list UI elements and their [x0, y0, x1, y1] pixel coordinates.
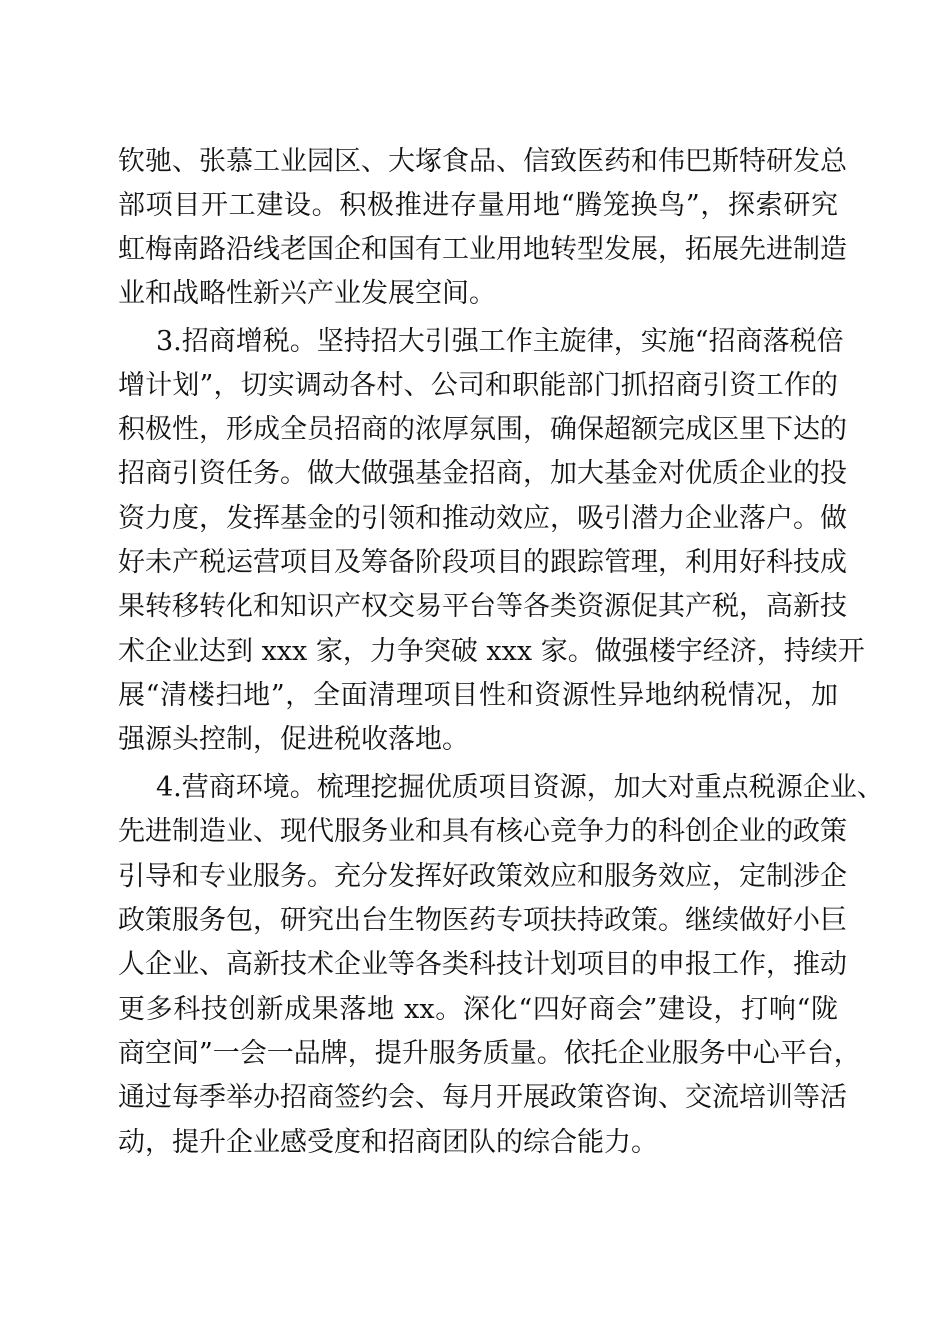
paragraph-2-line-10: 强源头控制，促进税收落地。 — [118, 724, 469, 755]
paragraph-1-line-4: 业和战略性新兴产业发展空间。 — [118, 278, 496, 309]
paragraph-2-line-9: 展“清楼扫地”，全面清理项目性和资源性异地纳税情况，加 — [118, 680, 838, 711]
paragraph-3-line-6: 更多科技创新成果落地 xx。深化“四好商会”建设，打响“陇 — [118, 994, 838, 1025]
paragraph-2-line-8: 术企业达到 xxx 家，力争突破 xxx 家。做强楼宇经济，持续开 — [118, 636, 865, 667]
paragraph-2-line-3: 积极性，形成全员招商的浓厚氛围，确保超额完成区里下达的 — [118, 414, 847, 445]
paragraph-3-line-2: 先进制造业、现代服务业和具有核心竞争力的科创企业的政策 — [118, 816, 847, 847]
paragraph-3-line-7: 商空间”一会一品牌，提升服务质量。依托企业服务中心平台， — [118, 1038, 861, 1069]
paragraph-2-line-4: 招商引资任务。做大做强基金招商，加大基金对优质企业的投 — [118, 458, 847, 489]
paragraph-3-line-1: 4.营商环境。梳理挖掘优质项目资源，加大对重点税源企业、 — [156, 772, 884, 803]
paragraph-2-line-7: 果转移转化和知识产权交易平台等各类资源促其产税，高新技 — [118, 591, 847, 622]
paragraph-2-line-2: 增计划”，切实调动各村、公司和职能部门抓招商引资工作的 — [118, 370, 838, 401]
paragraph-3-line-9: 动，提升企业感受度和招商团队的综合能力。 — [118, 1127, 658, 1158]
paragraph-1-line-1: 钦驰、张慕工业园区、大塚食品、信致医药和伟巴斯特研发总 — [118, 146, 847, 177]
paragraph-2-line-5: 资力度，发挥基金的引领和推动效应，吸引潜力企业落户。做 — [118, 503, 847, 534]
paragraph-2-line-6: 好未产税运营项目及筹备阶段项目的跟踪管理，利用好科技成 — [118, 547, 847, 578]
paragraph-2-line-1: 3.招商增税。坚持招大引强工作主旋律，实施“招商落税倍 — [156, 326, 844, 357]
paragraph-3-line-5: 人企业、高新技术企业等各类科技计划项目的申报工作，推动 — [118, 949, 847, 980]
paragraph-3-line-3: 引导和专业服务。充分发挥好政策效应和服务效应，定制涉企 — [118, 861, 847, 892]
paragraph-1-line-2: 部项目开工建设。积极推进存量用地“腾笼换鸟”，探索研究 — [118, 190, 838, 221]
paragraph-3-line-8: 通过每季举办招商签约会、每月开展政策咨询、交流培训等活 — [118, 1082, 847, 1113]
paragraph-1-line-3: 虹梅南路沿线老国企和国有工业用地转型发展，拓展先进制造 — [118, 234, 847, 265]
paragraph-3-line-4: 政策服务包，研究出台生物医药专项扶持政策。继续做好小巨 — [118, 905, 847, 936]
